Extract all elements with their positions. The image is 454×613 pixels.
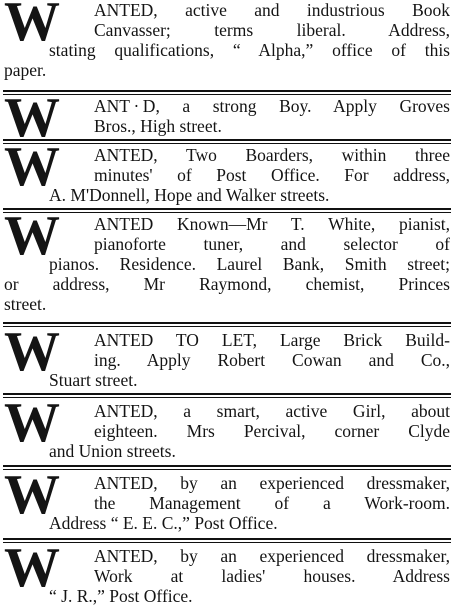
separator-rule bbox=[3, 393, 451, 398]
ad-line: Work at ladies' houses. Address bbox=[94, 566, 450, 586]
ad-line: pianoforte tuner, and selector of bbox=[94, 234, 450, 254]
classified-ad-brick-building bbox=[4, 330, 450, 390]
drop-cap: W bbox=[4, 145, 59, 198]
ad-line: street. bbox=[4, 294, 47, 314]
classified-ad-bookcanvasser bbox=[4, 0, 450, 80]
ad-line: the Management of a Work-room. bbox=[94, 493, 450, 513]
ad-line: ANTED, by an experienced dressmaker, bbox=[94, 546, 450, 566]
separator-rule bbox=[3, 538, 451, 543]
separator-rule bbox=[3, 208, 451, 213]
ad-line: ANTED TO LET, Large Brick Build- bbox=[94, 330, 450, 350]
separator-rule bbox=[3, 322, 451, 327]
ad-line: or address, Mr Raymond, chemist, Princes bbox=[4, 274, 450, 294]
classified-ad-piano-tuner bbox=[4, 214, 450, 314]
ad-line: Canvasser; terms liberal. Address, bbox=[94, 20, 450, 40]
ad-line: stating qualifications, “ Alpha,” office of this bbox=[49, 40, 450, 60]
ad-line: minutes' of Post Office. For address, bbox=[94, 165, 450, 185]
ad-line: ANTED, by an experienced dressmaker, bbox=[94, 473, 450, 493]
classified-ad-active-girl bbox=[4, 401, 450, 461]
ad-line: ANTED, active and industrious Book bbox=[94, 0, 450, 20]
ad-line: and Union streets. bbox=[49, 441, 176, 461]
ad-line: ANTED, Two Boarders, within three bbox=[94, 145, 450, 165]
drop-cap: W bbox=[4, 401, 59, 454]
ad-line: pianos. Residence. Laurel Bank, Smith street; bbox=[49, 254, 450, 274]
classified-ad-dressmaker-houses bbox=[4, 546, 450, 606]
ad-line: paper. bbox=[4, 60, 47, 80]
ad-line: Address “ E. E. C.,” Post Office. bbox=[49, 513, 278, 533]
ad-line: eighteen. Mrs Percival, corner Clyde bbox=[94, 421, 450, 441]
separator-rule bbox=[3, 90, 451, 95]
ad-line: ANTED, a smart, active Girl, about bbox=[94, 401, 450, 421]
drop-cap: W bbox=[4, 473, 59, 526]
classified-ad-strong-boy bbox=[4, 96, 450, 142]
ad-line: ANT · D, a strong Boy. Apply Groves bbox=[94, 96, 450, 116]
drop-cap: W bbox=[4, 96, 59, 142]
ad-line: ing. Apply Robert Cowan and Co., bbox=[94, 350, 450, 370]
separator-rule bbox=[3, 465, 451, 470]
ad-line: Bros., High street. bbox=[94, 116, 222, 136]
classified-ad-dressmaker-workroom bbox=[4, 473, 450, 533]
ad-line: “ J. R.,” Post Office. bbox=[49, 586, 193, 606]
drop-cap: W bbox=[4, 330, 59, 383]
ad-line: A. M'Donnell, Hope and Walker streets. bbox=[49, 185, 330, 205]
classified-ad-boarders bbox=[4, 145, 450, 205]
drop-cap: W bbox=[4, 214, 59, 267]
drop-cap: W bbox=[4, 0, 59, 53]
ad-line: Stuart street. bbox=[49, 370, 138, 390]
drop-cap: W bbox=[4, 546, 59, 599]
ad-line: ANTED Known—Mr T. White, pianist, bbox=[94, 214, 450, 234]
separator-rule bbox=[3, 139, 451, 144]
